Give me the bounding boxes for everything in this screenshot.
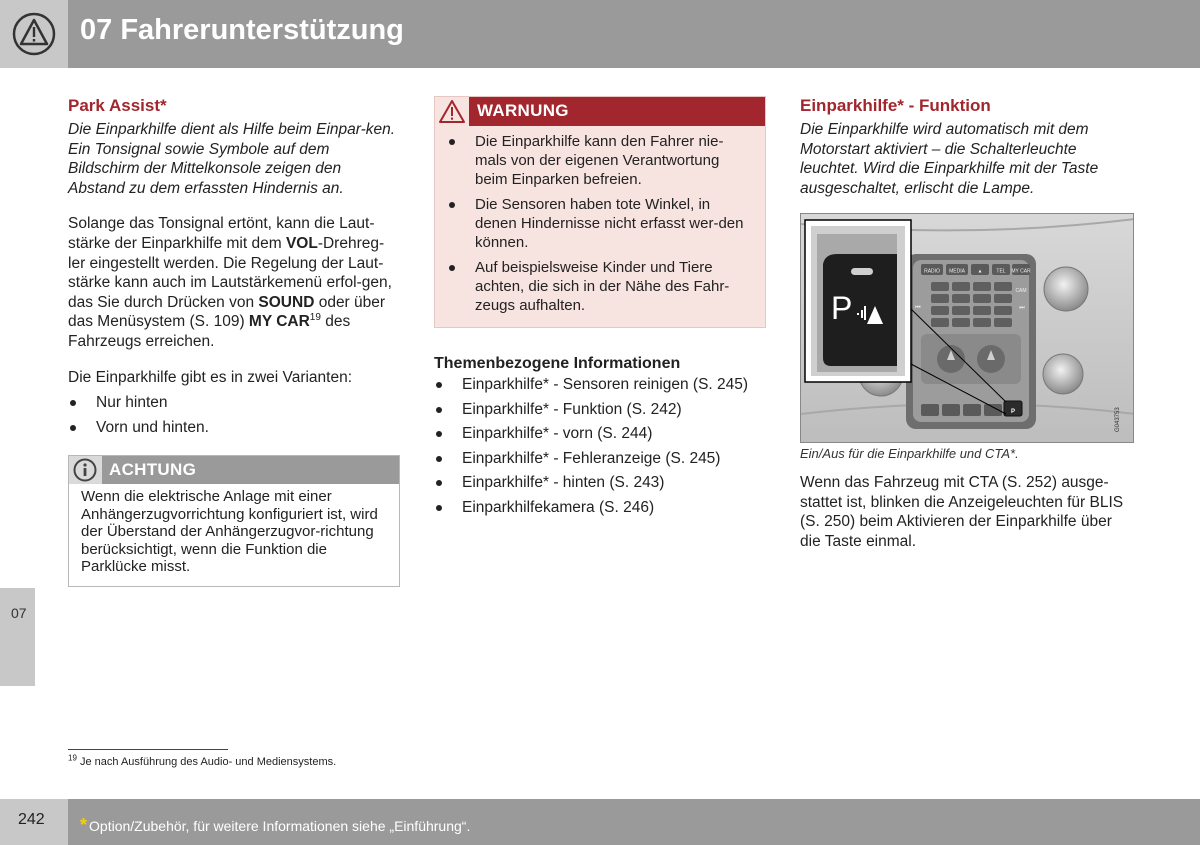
chapter-title: 07 Fahrerunterstützung: [80, 14, 404, 46]
achtung-header: [69, 456, 399, 484]
text-run: des Fahrzeugs erreichen.: [68, 313, 351, 350]
footnote-ref: 19: [309, 312, 321, 324]
footnote: [68, 753, 337, 768]
list-item: [447, 132, 753, 189]
figure-code: G043753: [1115, 407, 1121, 432]
column-1: [68, 96, 400, 587]
park-assist-intro: Die Einparkhilfe dient als Hilfe beim Einpar-ken. Ein Tonsignal sowie Symbole auf dem Bildschirm der Mittelkonsole zeigen den Abstand zu dem erfassten Hindernis an.: [68, 121, 396, 197]
page-number: 242: [18, 811, 45, 828]
bullet-icon: [449, 265, 455, 271]
console-button-label: CAM: [1015, 288, 1027, 294]
asterisk-icon: *: [80, 815, 88, 835]
sound-keyword: SOUND: [258, 293, 315, 311]
park-assist-button-symbol: P: [831, 290, 853, 326]
column-2: [434, 96, 766, 523]
svg-text:P: P: [1010, 409, 1016, 415]
list-item: [447, 195, 753, 252]
list-item-text: Die Einparkhilfe kann den Fahrer nie-mals von der eigenen Verantwortung beim Einparken befreien.: [475, 133, 724, 188]
cta-paragraph: Wenn das Fahrzeug mit CTA (S. 252) ausge-stattet ist, blinken die Anzeigeleuchten für BLIS (S. 250) beim Aktivieren der Einparkhilfe über die Taste einmal.: [800, 474, 1124, 550]
text-run: -Drehreg-ler eingestellt werden. Die Regelung der Laut-stärke kann auch im Lautstärkemenü erfol-gen, das Sie durch Drücken von: [68, 234, 392, 311]
related-link-text[interactable]: Einparkhilfekamera (S. 246): [462, 498, 655, 516]
warning-triangle-icon: [0, 0, 68, 68]
bullet-icon: [436, 431, 442, 437]
related-link-text[interactable]: Einparkhilfe* - Funktion (S. 242): [462, 400, 682, 418]
related-link-text[interactable]: Einparkhilfe* - vorn (S. 244): [462, 425, 653, 443]
related-link-text[interactable]: Einparkhilfe* - Sensoren reinigen (S. 245): [462, 376, 749, 393]
footer-note-text: Option/Zubehör, für weitere Informationen siehe „Einführung“.: [89, 818, 471, 834]
page-header: [0, 0, 1200, 68]
related-link[interactable]: [434, 498, 766, 518]
related-link[interactable]: [434, 473, 766, 493]
footnote-divider: [68, 749, 228, 750]
right-knob-bottom: [1043, 354, 1083, 394]
list-item-text: Auf beispielsweise Kinder und Tiere achten, die sich in der Nähe des Fahr-zeugs aufhalten.: [475, 259, 730, 314]
footnote-number: 19: [68, 753, 77, 763]
related-link[interactable]: [434, 400, 766, 420]
section-heading-park-assist: Park Assist*: [68, 96, 167, 115]
related-link-text[interactable]: Einparkhilfe* - Fehleranzeige (S. 245): [462, 449, 721, 467]
related-heading: Themenbezogene Informationen: [434, 355, 681, 372]
achtung-title: ACHTUNG: [109, 460, 197, 480]
bullet-icon: [449, 139, 455, 145]
column-3: [800, 96, 1134, 198]
variants-intro: Die Einparkhilfe gibt es in zwei Varianten:: [68, 368, 353, 386]
center-console-illustration: [801, 214, 1134, 443]
info-icon: [69, 456, 102, 484]
variants-list: [68, 393, 400, 437]
footnote-text: Je nach Ausführung des Audio- und Mediensystems.: [79, 756, 337, 768]
chapter-tab-label: 07: [11, 605, 27, 621]
related-link[interactable]: [434, 375, 766, 395]
header-icon-box: [0, 0, 68, 68]
achtung-text: Wenn die elektrische Anlage mit einer Anhängerzugvorrichtung konfiguriert ist, wird der Überstand der Anhängerzugvor-richtung berücksichtigt, wenn die Funktion die Parklücke misst.: [81, 488, 378, 576]
related-link[interactable]: [434, 449, 766, 469]
figure-caption: Ein/Aus für die Einparkhilfe und CTA*.: [800, 446, 1019, 461]
bullet-icon: [436, 382, 442, 388]
warning-list: [435, 132, 765, 327]
console-button-label: MEDIA: [949, 268, 965, 275]
console-button-label: ▲: [977, 268, 983, 275]
warning-triangle-icon: [435, 97, 469, 126]
warning-title: WARNUNG: [477, 101, 569, 120]
console-button-label: ⏭: [1019, 304, 1025, 311]
list-item-text: Vorn und hinten.: [96, 418, 209, 436]
achtung-box: [68, 455, 400, 587]
list-item: [68, 393, 400, 413]
console-figure: [800, 213, 1134, 443]
console-button-label: MY CAR: [1011, 268, 1031, 275]
my-car-keyword: MY CAR: [248, 313, 310, 331]
page-number-box: [0, 799, 68, 845]
warning-header: [435, 97, 765, 126]
funktion-intro: Die Einparkhilfe wird automatisch mit dem Motorstart aktiviert – die Schalterleuchte leuchtet. Wird die Einparkhilfe mit der Taste ausgeschaltet, erlischt die Lampe.: [800, 121, 1099, 197]
right-knob-top: [1044, 267, 1088, 311]
page-footer: [0, 799, 1200, 845]
list-item-text: Die Sensoren haben tote Winkel, in denen Hindernisse nicht erfasst wer-den können.: [475, 196, 744, 251]
bullet-icon: [449, 202, 455, 208]
vol-keyword: VOL: [285, 234, 318, 252]
bullet-icon: [436, 407, 442, 413]
related-link-text[interactable]: Einparkhilfe* - hinten (S. 243): [462, 474, 665, 492]
console-button-label: TEL: [996, 268, 1006, 275]
list-item-text: Nur hinten: [96, 394, 168, 412]
section-heading-funktion: Einparkhilfe* - Funktion: [800, 96, 991, 115]
achtung-icon-box: [69, 456, 102, 484]
volume-paragraph: [68, 214, 400, 351]
list-item: [68, 418, 400, 438]
bullet-icon: [436, 456, 442, 462]
list-item: [447, 258, 753, 315]
bullet-icon: [70, 400, 76, 406]
related-list: [434, 375, 766, 518]
console-button-label: RADIO: [924, 268, 940, 275]
bullet-icon: [70, 425, 76, 431]
related-link[interactable]: [434, 424, 766, 444]
console-button-label: ⏮: [915, 304, 921, 311]
bullet-icon: [436, 505, 442, 511]
chapter-tab: [0, 588, 35, 686]
warning-box: [434, 96, 766, 328]
footer-note: [80, 815, 470, 836]
text-run: Solange das Tonsignal ertönt, kann die Laut-stärke der Einparkhilfe mit dem: [68, 215, 375, 252]
bullet-icon: [436, 480, 442, 486]
warning-icon-box: [435, 97, 469, 126]
text-run: oder über das Menüsystem (S. 109): [68, 293, 386, 331]
